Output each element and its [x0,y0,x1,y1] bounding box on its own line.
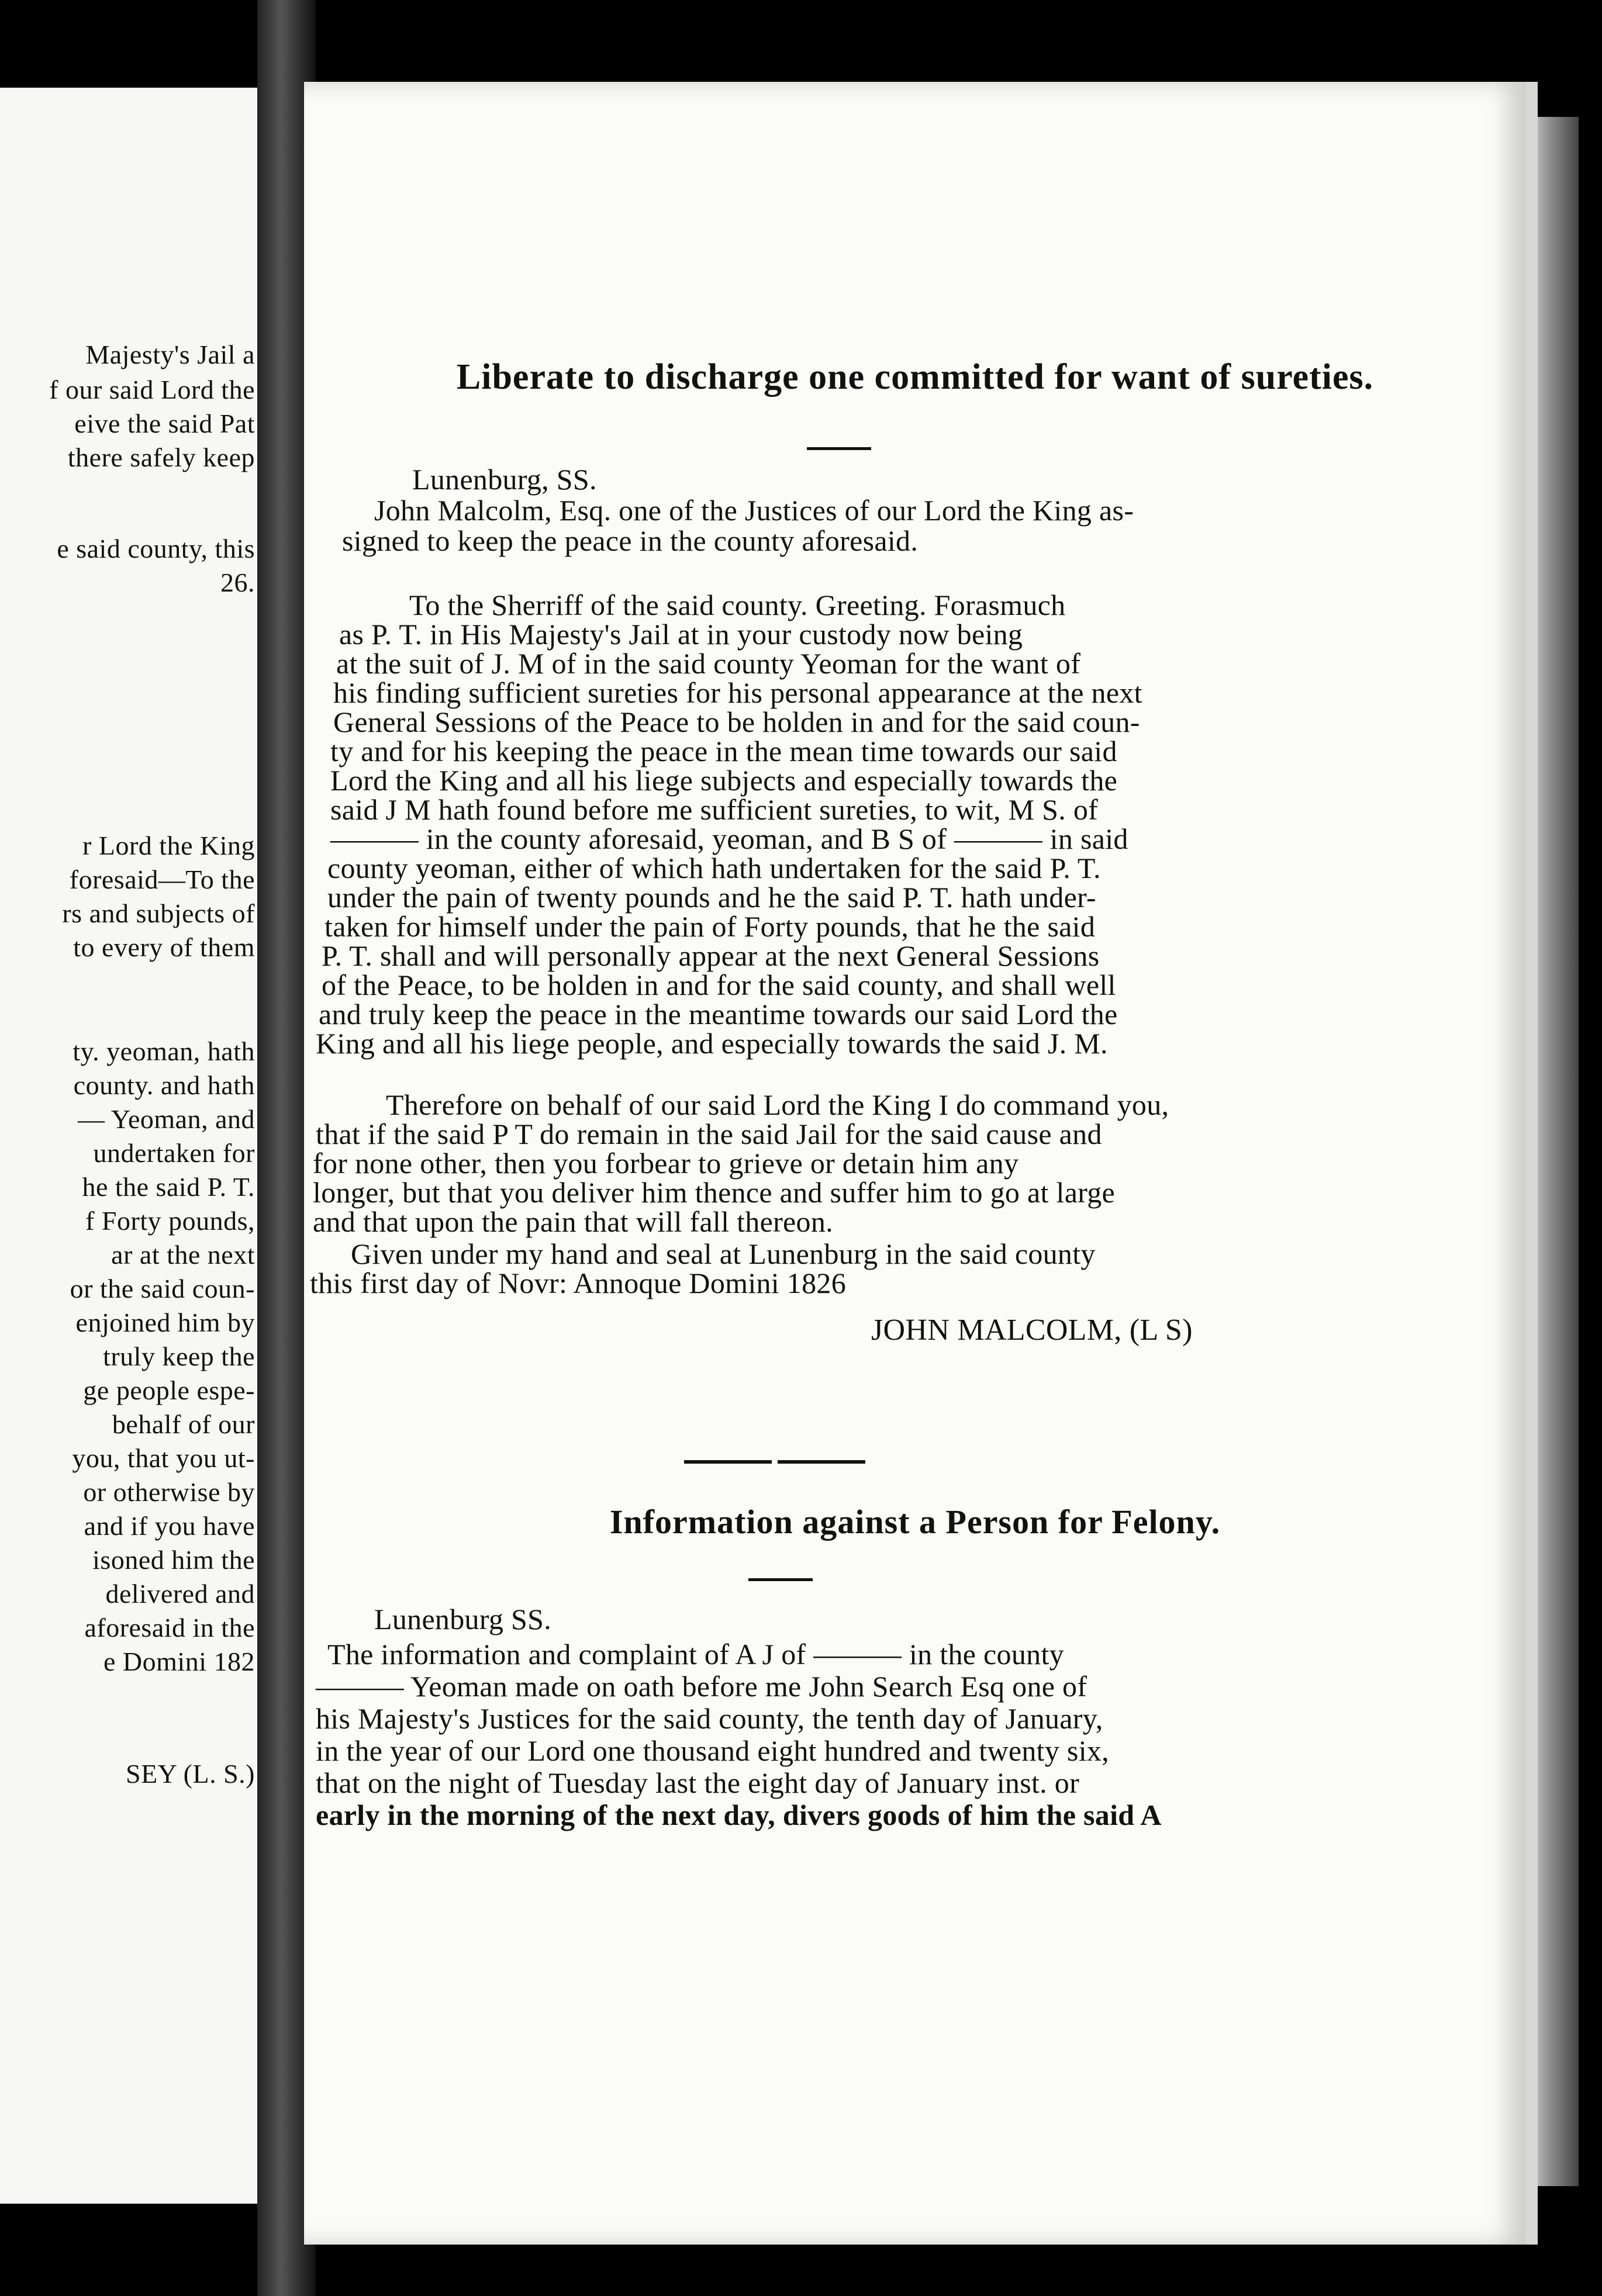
body-line: P. T. shall and will personally appear at the next General Sessions [322,939,1100,972]
body-line: and that upon the pain that will fall thereon. [313,1205,833,1238]
left-text-line: e said county, this [57,534,255,563]
left-text-line: rs and subjects of [62,898,255,928]
section-heading-liberate: Liberate to discharge one committed for want of sureties. [456,357,1374,397]
body-line: as P. T. in His Majesty's Jail at in your custody now being [339,618,1023,651]
body-line: taken for himself under the pain of Forty pounds, that he the said [324,910,1096,943]
left-text-line: 26. [220,568,255,597]
body-line: Given under my hand and seal at Lunenburg in the said county [351,1237,1096,1270]
venue-line: Lunenburg, SS. [412,463,597,496]
body-line: said J M hath found before me sufficient sureties, to wit, M S. of [330,793,1099,826]
signature: JOHN MALCOLM, (L S) [871,1313,1193,1347]
venue-line: Lunenburg SS. [374,1603,551,1635]
intro-line: John Malcolm, Esq. one of the Justices of our Lord the King as- [374,494,1134,527]
body-line: The information and complaint of A J of ——— in the county [327,1638,1064,1671]
body-line: To the Sherriff of the said county. Greeting. Forasmuch [409,589,1066,621]
left-text-line: — Yeoman, and [78,1104,255,1134]
body-line: county yeoman, either of which hath undertaken for the said P. T. [327,852,1101,884]
left-text-line: r Lord the King [82,831,255,860]
left-facing-page [0,88,257,2204]
body-line: under the pain of twenty pounds and he the said P. T. hath under- [327,881,1096,914]
left-text-line: enjoined him by [75,1308,255,1337]
left-text-line: isoned him the [92,1545,255,1575]
left-text-line: foresaid—To the [69,865,255,894]
left-text-line: aforesaid in the [84,1613,255,1643]
body-line: and truly keep the peace in the meantime towards our said Lord the [319,998,1118,1031]
body-line: that if the said P T do remain in the said Jail for the said cause and [316,1118,1102,1150]
body-line: in the year of our Lord one thousand eight hundred and twenty six, [316,1734,1109,1767]
heading-rule [807,447,871,450]
document-page [304,82,1538,2245]
body-line: at the suit of J. M of in the said county Yeoman for the want of [336,647,1081,680]
section-heading-felony: Information against a Person for Felony. [609,1503,1221,1541]
body-line: Lord the King and all his liege subjects and especially towards the [330,764,1118,797]
left-text-line: or otherwise by [83,1477,255,1507]
body-line: General Sessions of the Peace to be holden in and for the said coun- [333,706,1140,738]
body-line: this first day of Novr: Annoque Domini 1826 [310,1267,847,1299]
left-text-line: ge people espe- [83,1375,255,1405]
body-line: King and all his liege people, and especially towards the said J. M. [316,1027,1108,1060]
body-line: his finding sufficient sureties for his personal appearance at the next [333,676,1142,709]
left-text-line: behalf of our [112,1409,255,1439]
left-text-line: county. and hath [73,1070,255,1100]
left-text-line: delivered and [105,1579,255,1609]
left-text-line: f Forty pounds, [85,1206,255,1236]
left-text-line: SEY (L. S.) [125,1759,255,1789]
left-text-line: eive the said Pat [74,409,255,438]
body-line: ——— in the county aforesaid, yeoman, and B S of ——— in said [330,822,1128,855]
body-line: Therefore on behalf of our said Lord the King I do command you, [386,1088,1169,1121]
body-line: of the Peace, to be holden in and for the said county, and shall well [322,969,1116,1001]
section-divider [778,1460,865,1464]
left-text-line: to every of them [73,932,255,962]
left-text-line: you, that you ut- [72,1443,255,1473]
left-text-line: ar at the next [111,1240,255,1270]
left-text-line: undertaken for [93,1138,255,1168]
body-line: ty and for his keeping the peace in the mean time towards our said [330,735,1117,767]
body-line: ——— Yeoman made on oath before me John Search Esq one of [316,1670,1087,1703]
body-line: for none other, then you forbear to grieve or detain him any [313,1147,1019,1180]
left-text-line: and if you have [84,1511,255,1541]
left-text-line: f our said Lord the [49,375,255,404]
left-text-line: e Domini 182 [103,1647,255,1676]
left-text-line: ty. yeoman, hath [72,1036,255,1066]
heading-rule [748,1578,813,1581]
section-divider [684,1460,772,1464]
body-line: early in the morning of the next day, divers goods of him the said A [316,1799,1162,1831]
body-line: that on the night of Tuesday last the eight day of January inst. or [316,1766,1080,1799]
left-text-line: truly keep the [103,1341,255,1371]
body-line: longer, but that you deliver him thence and suffer him to go at large [313,1176,1116,1209]
body-line: his Majesty's Justices for the said county, the tenth day of January, [316,1702,1103,1735]
left-text-line: there safely keep [67,442,255,472]
intro-line: signed to keep the peace in the county aforesaid. [342,524,919,557]
left-text-line: or the said coun- [70,1274,255,1303]
left-text-line: he the said P. T. [82,1172,255,1202]
left-text-line: Majesty's Jail a [85,340,255,369]
